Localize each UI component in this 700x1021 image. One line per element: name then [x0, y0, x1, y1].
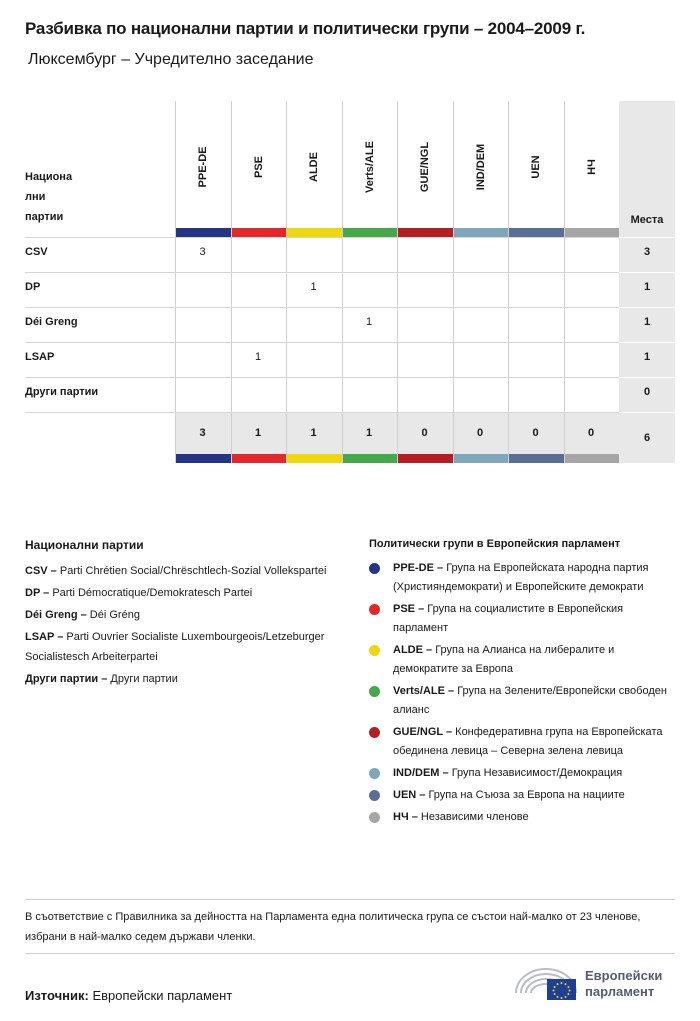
- source-text: Европейски парламент: [88, 988, 233, 1003]
- national-party-abbr: Други партии –: [25, 673, 111, 685]
- logo-wordmark: [585, 968, 662, 1000]
- row-divider: [25, 272, 619, 273]
- group-color-dot-icon: [369, 790, 380, 801]
- political-group-full-name: Група Независимост/Демокрация: [451, 767, 623, 779]
- political-group-full-name: Група на Европейската народна партия (Християндемократи) и Европейските демократи: [393, 562, 649, 593]
- group-total: 0: [587, 427, 595, 439]
- group-color-dot-icon: [369, 686, 380, 697]
- row-divider: [25, 237, 619, 238]
- national-party-abbr: CSV –: [25, 565, 60, 577]
- party-seats: 3: [643, 246, 651, 258]
- group-header: ALDE: [308, 152, 321, 182]
- group-total: 1: [310, 427, 317, 439]
- national-party-entry: [25, 669, 345, 689]
- national-party-entry: [25, 627, 345, 667]
- group-color-strip: [343, 228, 398, 237]
- page-title: Разбивка по национални партии и политически групи – 2004–2009 г.: [25, 19, 586, 38]
- party-seats: 1: [643, 351, 651, 363]
- party-seats: 1: [643, 316, 651, 328]
- divider: [25, 953, 675, 954]
- group-color-strip: [565, 228, 620, 237]
- political-group-full-name: Конфедеративна група на Европейската обединена левица – Северна зелена левица: [393, 726, 663, 757]
- seat-count-cell: 1: [310, 281, 317, 293]
- group-color-dot-icon: [369, 563, 380, 574]
- group-column: [508, 101, 564, 463]
- group-color-strip: [176, 454, 231, 463]
- political-group-entry: [369, 682, 675, 720]
- national-party-full-name: Parti Démocratique/Demokratesch Partei: [52, 587, 253, 599]
- national-party-abbr: LSAP –: [25, 631, 67, 643]
- group-header: PPE-DE: [197, 146, 210, 188]
- group-color-strip: [232, 454, 287, 463]
- logo-line-2: парламент: [585, 984, 655, 999]
- group-color-dot-icon: [369, 727, 380, 738]
- political-group-entry: [369, 641, 675, 679]
- national-party-entry: [25, 561, 345, 581]
- party-name: LSAP: [25, 351, 55, 363]
- group-color-strip: [287, 454, 342, 463]
- row-divider: [619, 342, 675, 343]
- group-color-strip: [454, 454, 509, 463]
- political-group-entry: [369, 559, 675, 597]
- national-parties-legend: [25, 538, 345, 691]
- political-groups-heading: Политически групи в Европейския парламент: [369, 538, 621, 550]
- national-party-full-name: Déi Gréng: [89, 609, 140, 621]
- group-column: [342, 101, 398, 463]
- political-group-abbr: GUE/NGL –: [393, 726, 456, 738]
- political-group-entry: [369, 764, 675, 783]
- row-divider: [619, 377, 675, 378]
- group-color-strip: [565, 454, 620, 463]
- party-name: Déi Greng: [25, 316, 78, 328]
- group-column: [397, 101, 453, 463]
- group-color-strip: [398, 228, 453, 237]
- national-party-abbr: Déi Greng –: [25, 609, 90, 621]
- group-column: [231, 101, 287, 463]
- national-party-full-name: Други партии: [110, 673, 178, 685]
- group-color-dot-icon: [369, 645, 380, 656]
- seat-count-cell: 1: [254, 351, 262, 363]
- group-color-strip: [232, 228, 287, 237]
- row-divider: [619, 307, 675, 308]
- party-seats: 1: [643, 281, 651, 293]
- total-seats: 6: [643, 432, 651, 444]
- group-color-strip: [509, 454, 564, 463]
- political-group-abbr: НЧ –: [393, 811, 421, 823]
- group-color-strip: [509, 228, 564, 237]
- group-color-dot-icon: [369, 604, 380, 615]
- row-divider: [25, 377, 619, 378]
- group-color-dot-icon: [369, 768, 380, 779]
- group-header: Verts/ALE: [363, 141, 376, 193]
- party-seats: 0: [643, 386, 651, 398]
- political-group-abbr: UEN –: [393, 789, 429, 801]
- party-name: CSV: [25, 246, 48, 258]
- row-divider: [619, 272, 675, 273]
- group-total: 1: [365, 427, 373, 439]
- political-group-full-name: Група на социалистите в Европейския парламент: [393, 603, 624, 634]
- political-group-entry: [369, 808, 675, 827]
- group-header: IND/DEM: [474, 143, 487, 191]
- national-party-full-name: Parti Chrétien Social/Chrëschtlech-Sozial Vollekspartei: [59, 565, 327, 577]
- political-group-full-name: Група на Алианса на либералите и демократите за Европа: [393, 644, 615, 675]
- group-column: [564, 101, 620, 463]
- ep-logo: [513, 963, 678, 1003]
- group-total: 1: [254, 427, 262, 439]
- group-color-strip: [454, 228, 509, 237]
- political-group-entry: [369, 600, 675, 638]
- group-header: PSE: [252, 156, 265, 179]
- source-label: Източник:: [25, 988, 89, 1003]
- political-group-entry: [369, 786, 675, 805]
- party-name: Други партии: [25, 386, 99, 398]
- source-line: [25, 988, 232, 1003]
- group-total: 0: [421, 427, 428, 439]
- party-name: DP: [25, 281, 41, 293]
- row-divider: [25, 412, 619, 413]
- divider: [25, 899, 675, 900]
- seat-count-cell: 3: [199, 246, 206, 258]
- group-column: [453, 101, 509, 463]
- political-groups-legend: [369, 538, 675, 830]
- page-subtitle: Люксембург – Учредително заседание: [28, 51, 314, 68]
- political-group-full-name: Група на Зелените/Европейски свободен алианс: [393, 685, 667, 716]
- national-party-entry: [25, 583, 345, 603]
- seats-column-header: Места: [630, 214, 664, 226]
- group-color-dot-icon: [369, 812, 380, 823]
- group-column: [175, 101, 231, 463]
- political-group-full-name: Независими членове: [420, 811, 529, 823]
- group-color-strip: [176, 228, 231, 237]
- political-group-abbr: ALDE –: [393, 644, 436, 656]
- row-divider: [619, 237, 675, 238]
- political-group-full-name: Група на Съюза за Европа на нациите: [428, 789, 625, 801]
- group-total: 0: [532, 427, 539, 439]
- political-group-abbr: IND/DEM –: [393, 767, 452, 779]
- party-column-header: Национа лни партии: [25, 171, 73, 223]
- political-group-abbr: PPE-DE –: [393, 562, 447, 574]
- political-group-abbr: Verts/ALE –: [393, 685, 458, 697]
- logo-line-1: Европейски: [585, 968, 663, 983]
- group-color-strip: [398, 454, 453, 463]
- row-divider: [25, 342, 619, 343]
- group-color-strip: [287, 228, 342, 237]
- national-party-entry: [25, 605, 345, 625]
- national-parties-heading: Национални партии: [25, 538, 144, 552]
- group-total: 3: [199, 427, 206, 439]
- national-party-full-name: Parti Ouvrier Socialiste Luxembourgeois/Letzeburger Socialistesch Arbeiterpartei: [25, 631, 325, 663]
- group-header: UEN: [530, 155, 543, 179]
- seat-count-cell: 1: [365, 316, 373, 328]
- national-party-abbr: DP –: [25, 587, 53, 599]
- row-divider: [25, 307, 619, 308]
- political-group-abbr: PSE –: [393, 603, 428, 615]
- group-header: НЧ: [585, 159, 598, 175]
- parliament-hemicycle-icon: [513, 963, 579, 1003]
- group-total: 0: [476, 427, 484, 439]
- group-color-strip: [343, 454, 398, 463]
- group-header: GUE/NGL: [419, 141, 432, 193]
- row-divider: [619, 412, 675, 413]
- seats-table: [25, 101, 675, 464]
- rules-note: В съответствие с Правилника за дейността на Парламента една политическа група се състои най-малко от 23 членове, избрани в най-малко седем държави членки.: [25, 911, 641, 943]
- political-group-entry: [369, 723, 675, 761]
